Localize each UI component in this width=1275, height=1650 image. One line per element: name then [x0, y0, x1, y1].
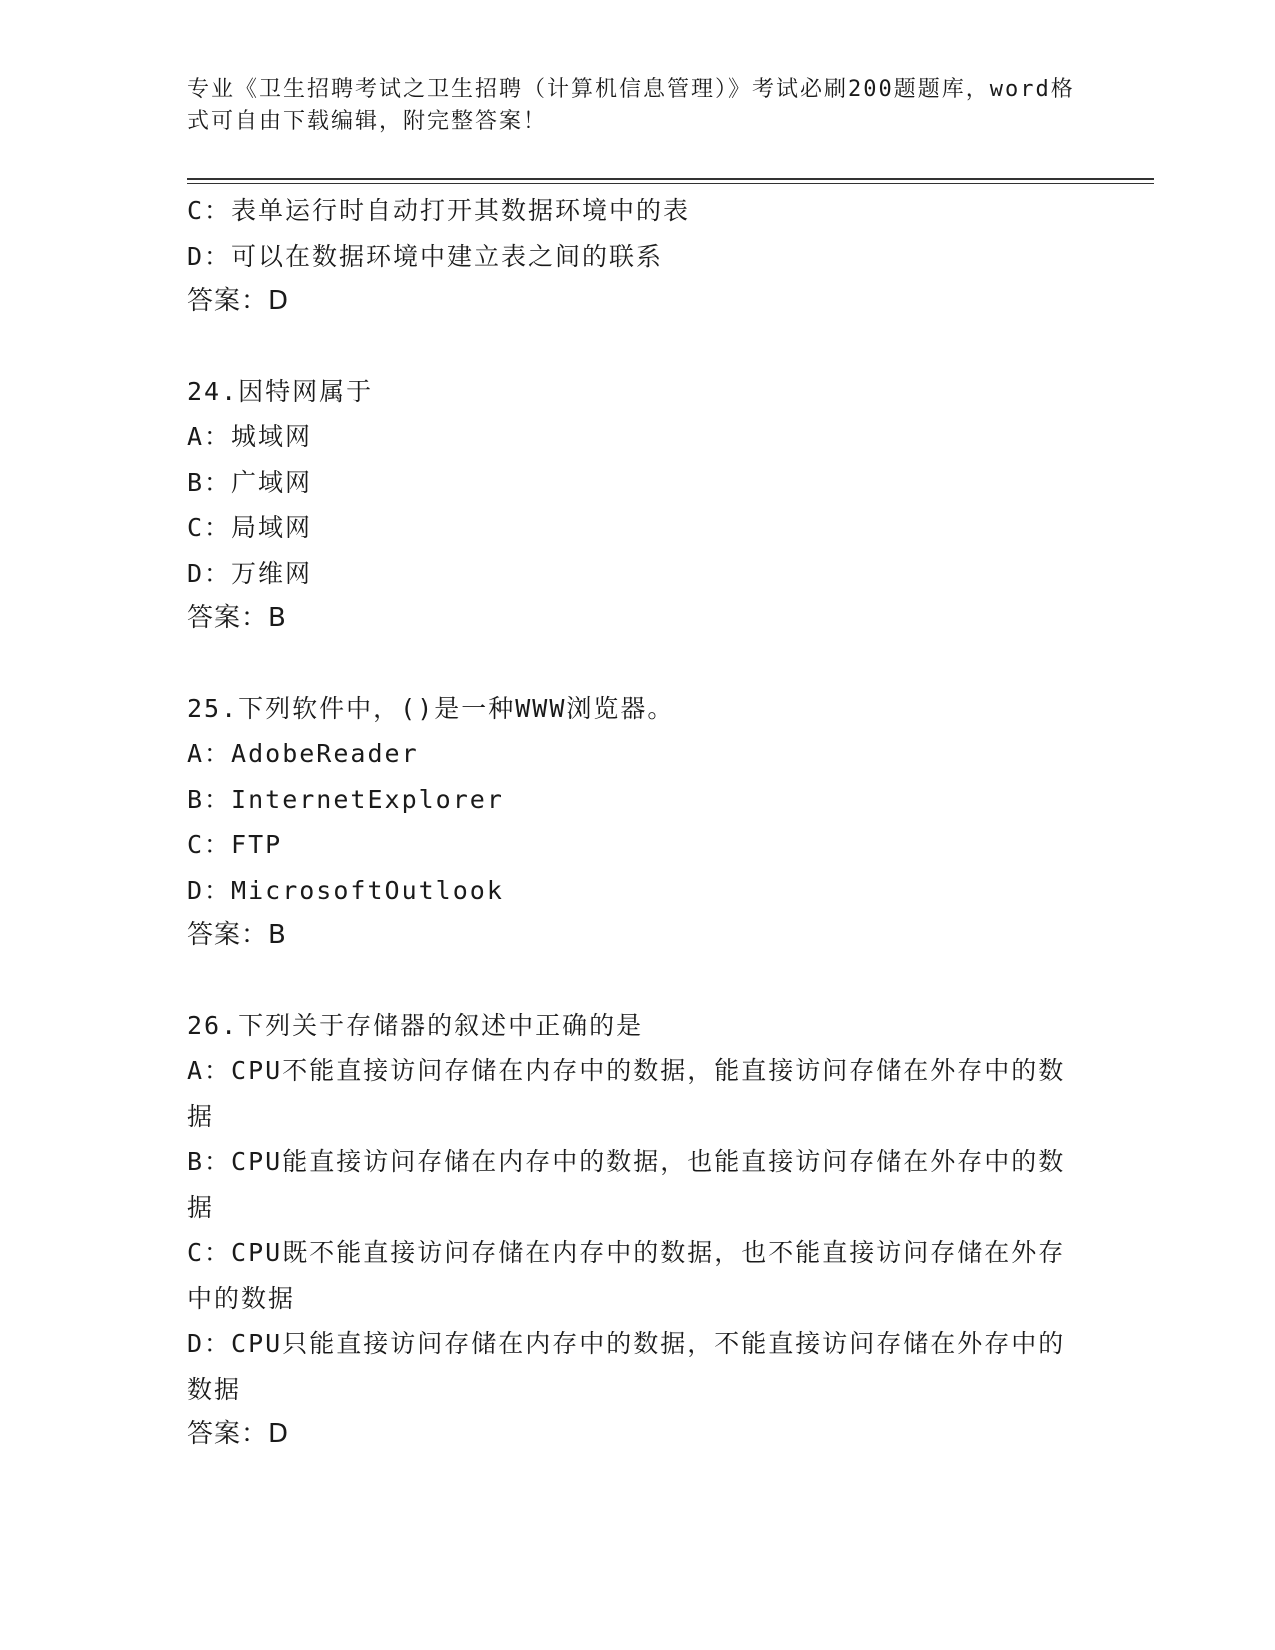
- question-content: [187, 188, 1067, 1458]
- header-rule-thick: [187, 178, 1154, 180]
- question-stem: 24.因特网属于: [187, 376, 374, 406]
- answer-line: 答案：D: [187, 286, 290, 316]
- option-a: A：城域网: [187, 422, 313, 451]
- option-c: C：FTP: [187, 830, 283, 859]
- question-24: [187, 369, 1067, 642]
- option-d: D：可以在数据环境中建立表之间的联系: [187, 241, 664, 271]
- spacer: [187, 959, 1067, 1003]
- document-header: 专业《卫生招聘考试之卫生招聘（计算机信息管理）》考试必刷200题题库，word格式可自由下载编辑，附完整答案！: [187, 77, 1075, 134]
- partial-question: [187, 188, 1067, 325]
- option-c: C：CPU既不能直接访问存储在内存中的数据，也不能直接访问存储在外存中的数据: [187, 1238, 1066, 1313]
- spacer: [187, 325, 1067, 369]
- spacer: [187, 642, 1067, 686]
- option-d: D：CPU只能直接访问存储在内存中的数据，不能直接访问存储在外存中的数据: [187, 1329, 1066, 1404]
- option-a: A：AdobeReader: [187, 739, 419, 768]
- answer-line: 答案：D: [187, 1419, 290, 1449]
- option-d: D：MicrosoftOutlook: [187, 875, 504, 905]
- option-a: A：CPU不能直接访问存储在内存中的数据，能直接访问存储在外存中的数据: [187, 1056, 1066, 1131]
- answer-line: 答案：B: [187, 603, 287, 633]
- answer-line: 答案：B: [187, 920, 287, 950]
- option-b: B：InternetExplorer: [187, 784, 504, 814]
- option-c: C：表单运行时自动打开其数据环境中的表: [187, 196, 691, 225]
- question-stem: 25.下列软件中，()是一种WWW浏览器。: [187, 693, 675, 723]
- question-25: [187, 686, 1067, 959]
- header-rule-thin: [187, 183, 1154, 184]
- option-c: C：局域网: [187, 513, 313, 542]
- question-26: [187, 1003, 1067, 1458]
- option-b: B：CPU能直接访问存储在内存中的数据，也能直接访问存储在外存中的数据: [187, 1147, 1066, 1222]
- option-b: B：广域网: [187, 467, 313, 497]
- question-stem: 26.下列关于存储器的叙述中正确的是: [187, 1010, 644, 1040]
- option-d: D：万维网: [187, 558, 313, 588]
